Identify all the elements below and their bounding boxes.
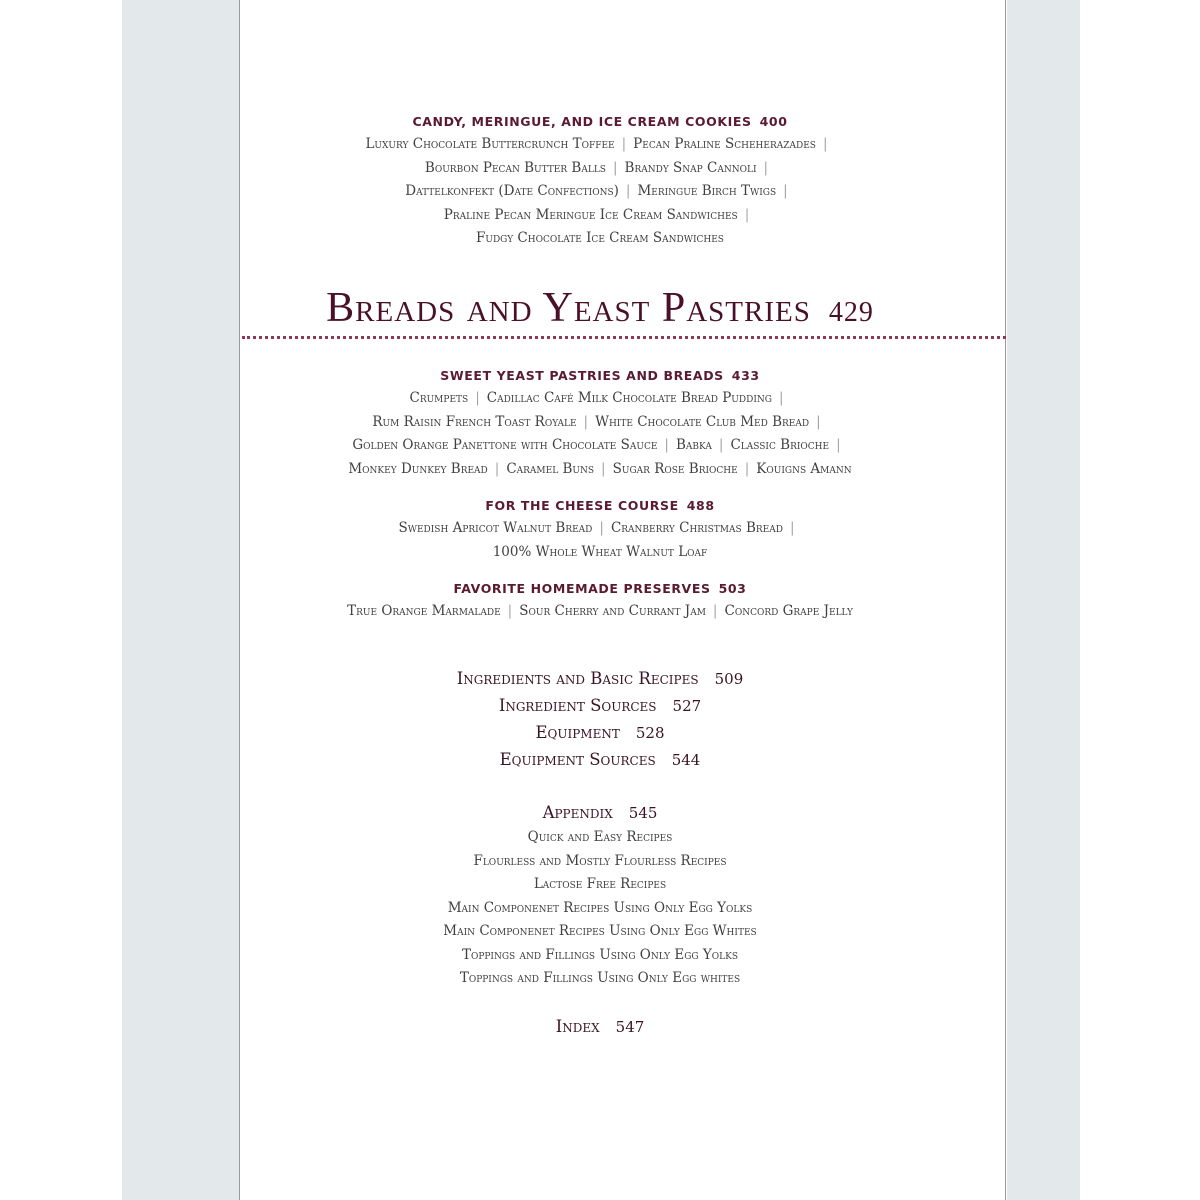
recipe-link[interactable]: Kouigns Amann bbox=[756, 460, 852, 477]
appendix-item[interactable]: Main Componenet Recipes Using Only Egg Yolks bbox=[447, 899, 753, 916]
section-title-text: SWEET YEAST PASTRIES AND BREADS bbox=[440, 368, 724, 383]
section-title-text: FOR THE CHEESE COURSE bbox=[485, 498, 679, 513]
toc-entry-appendix[interactable] bbox=[0, 799, 1200, 826]
recipe-link[interactable]: Praline Pecan Meringue Ice Cream Sandwiches bbox=[443, 206, 738, 223]
recipe-link[interactable]: Golden Orange Panettone with Chocolate Sauce bbox=[352, 437, 658, 453]
recipe-lines bbox=[0, 517, 1200, 564]
chapter-page-number: 429 bbox=[828, 297, 874, 328]
appendix-item[interactable]: Quick and Easy Recipes bbox=[527, 829, 673, 845]
section-cheese-course bbox=[0, 495, 1200, 564]
recipe-line bbox=[0, 133, 1200, 157]
recipe-link[interactable]: Swedish Apricot Walnut Bread bbox=[398, 520, 593, 536]
separator-bar: | bbox=[778, 390, 784, 406]
recipe-link[interactable]: Bourbon Pecan Butter Balls bbox=[424, 159, 606, 176]
separator-bar: | bbox=[744, 460, 750, 477]
chapter-heading bbox=[0, 284, 1200, 332]
recipe-line bbox=[0, 387, 1200, 411]
recipe-line bbox=[0, 517, 1200, 541]
entry-label: Equipment bbox=[535, 723, 620, 742]
recipe-lines bbox=[0, 133, 1200, 251]
separator-bar: | bbox=[507, 603, 513, 619]
toc-entry-equipment-sources[interactable] bbox=[0, 746, 1200, 773]
section-title bbox=[0, 578, 1200, 600]
separator-bar: | bbox=[783, 183, 788, 199]
recipe-line bbox=[0, 180, 1200, 204]
chapter-title-text: Breads and Yeast Pastries bbox=[326, 285, 811, 331]
section-page-number: 488 bbox=[686, 498, 715, 513]
recipe-link[interactable]: Babka bbox=[675, 437, 712, 453]
section-page-number: 433 bbox=[731, 368, 760, 383]
main-entries bbox=[0, 665, 1200, 773]
recipe-line bbox=[0, 434, 1200, 458]
separator-bar: | bbox=[583, 413, 589, 430]
separator-bar: | bbox=[612, 159, 618, 176]
appendix-item[interactable]: Lactose Free Recipes bbox=[533, 876, 667, 892]
index-section bbox=[0, 1013, 1200, 1040]
separator-bar: | bbox=[475, 390, 480, 406]
entry-page-number: 509 bbox=[714, 670, 744, 688]
section-candy bbox=[0, 111, 1200, 251]
entry-page-number: 547 bbox=[615, 1018, 645, 1036]
section-page-number: 503 bbox=[718, 581, 747, 596]
separator-bar: | bbox=[816, 413, 821, 430]
recipe-line bbox=[0, 227, 1200, 251]
recipe-line bbox=[0, 411, 1200, 435]
recipe-link[interactable]: Sour Cherry and Currant Jam bbox=[519, 603, 706, 619]
appendix-item[interactable]: Flourless and Mostly Flourless Recipes bbox=[473, 852, 727, 869]
recipe-link[interactable]: Classic Brioche bbox=[730, 437, 830, 453]
chapter-title[interactable] bbox=[0, 284, 1200, 332]
section-title bbox=[0, 111, 1200, 133]
separator-bar: | bbox=[789, 520, 795, 536]
entry-page-number: 545 bbox=[628, 804, 658, 822]
recipe-link[interactable]: Rum Raisin French Toast Royale bbox=[372, 413, 577, 430]
section-title-text: CANDY, MERINGUE, AND ICE CREAM COOKIES bbox=[412, 114, 752, 129]
section-title bbox=[0, 365, 1200, 387]
toc-entry-ingredients[interactable] bbox=[0, 665, 1200, 692]
recipe-link[interactable]: Concord Grape Jelly bbox=[724, 603, 853, 619]
toc-entry-ingredient-sources[interactable] bbox=[0, 692, 1200, 719]
toc-entry-equipment[interactable] bbox=[0, 719, 1200, 746]
recipe-link[interactable]: Cranberry Christmas Bread bbox=[610, 520, 783, 536]
separator-bar: | bbox=[599, 520, 604, 536]
separator-bar: | bbox=[836, 437, 841, 453]
recipe-link[interactable]: Monkey Dunkey Bread bbox=[348, 460, 488, 477]
recipe-link[interactable]: Crumpets bbox=[409, 390, 469, 406]
recipe-line bbox=[0, 458, 1200, 482]
separator-bar: | bbox=[625, 183, 631, 199]
separator-bar: | bbox=[494, 460, 500, 477]
section-title bbox=[0, 495, 1200, 517]
recipe-line bbox=[0, 541, 1200, 565]
recipe-link[interactable]: White Chocolate Club Med Bread bbox=[595, 413, 810, 430]
recipe-link[interactable]: Sugar Rose Brioche bbox=[612, 460, 738, 477]
entry-label: Ingredient Sources bbox=[498, 696, 657, 715]
recipe-link[interactable]: Fudgy Chocolate Ice Cream Sandwiches bbox=[476, 230, 724, 246]
entry-page-number: 528 bbox=[635, 724, 665, 742]
section-sweet-yeast bbox=[0, 365, 1200, 481]
recipe-link[interactable]: Brandy Snap Cannoli bbox=[624, 159, 757, 176]
recipe-line bbox=[0, 204, 1200, 228]
appendix-item[interactable]: Toppings and Fillings Using Only Egg Yolks bbox=[461, 946, 739, 963]
separator-bar: | bbox=[763, 159, 769, 176]
separator-bar: | bbox=[744, 206, 750, 223]
separator-bar: | bbox=[718, 437, 724, 453]
separator-bar: | bbox=[664, 437, 669, 453]
entry-page-number: 527 bbox=[672, 697, 702, 715]
recipe-link[interactable]: Meringue Birch Twigs bbox=[637, 183, 777, 199]
recipe-line bbox=[0, 600, 1200, 624]
separator-bar: | bbox=[712, 603, 718, 619]
toc-entry-index[interactable] bbox=[0, 1013, 1200, 1040]
recipe-link[interactable]: Luxury Chocolate Buttercrunch Toffee bbox=[365, 136, 615, 152]
recipe-link[interactable]: 100% Whole Wheat Walnut Loaf bbox=[492, 543, 708, 560]
entry-label: Index bbox=[555, 1017, 600, 1036]
entry-label: Ingredients and Basic Recipes bbox=[456, 669, 699, 688]
recipe-link[interactable]: Cadillac Café Milk Chocolate Bread Pudding bbox=[486, 390, 772, 406]
section-title-text: FAVORITE HOMEMADE PRESERVES bbox=[453, 581, 711, 596]
appendix-item[interactable]: Toppings and Fillings Using Only Egg whites bbox=[459, 970, 741, 986]
entry-label: Equipment Sources bbox=[499, 750, 656, 769]
separator-bar: | bbox=[621, 136, 627, 152]
recipe-lines bbox=[0, 600, 1200, 624]
dotted-divider bbox=[242, 336, 1006, 339]
appendix-section bbox=[0, 799, 1200, 991]
appendix-item[interactable]: Main Componenet Recipes Using Only Egg Whites bbox=[443, 923, 757, 939]
recipe-link[interactable]: True Orange Marmalade bbox=[347, 603, 501, 619]
entry-page-number: 544 bbox=[671, 751, 701, 769]
recipe-lines bbox=[0, 387, 1200, 481]
recipe-link[interactable]: Pecan Praline Scheherazades bbox=[633, 136, 816, 152]
appendix-items bbox=[0, 826, 1200, 991]
entry-label: Appendix bbox=[542, 803, 613, 822]
recipe-link[interactable]: Dattelkonfekt (Date Confections) bbox=[405, 183, 619, 199]
separator-bar: | bbox=[822, 136, 828, 152]
recipe-link[interactable]: Caramel Buns bbox=[506, 460, 595, 477]
separator-bar: | bbox=[601, 460, 606, 477]
recipe-line bbox=[0, 157, 1200, 181]
section-page-number: 400 bbox=[759, 114, 788, 129]
section-preserves bbox=[0, 578, 1200, 624]
